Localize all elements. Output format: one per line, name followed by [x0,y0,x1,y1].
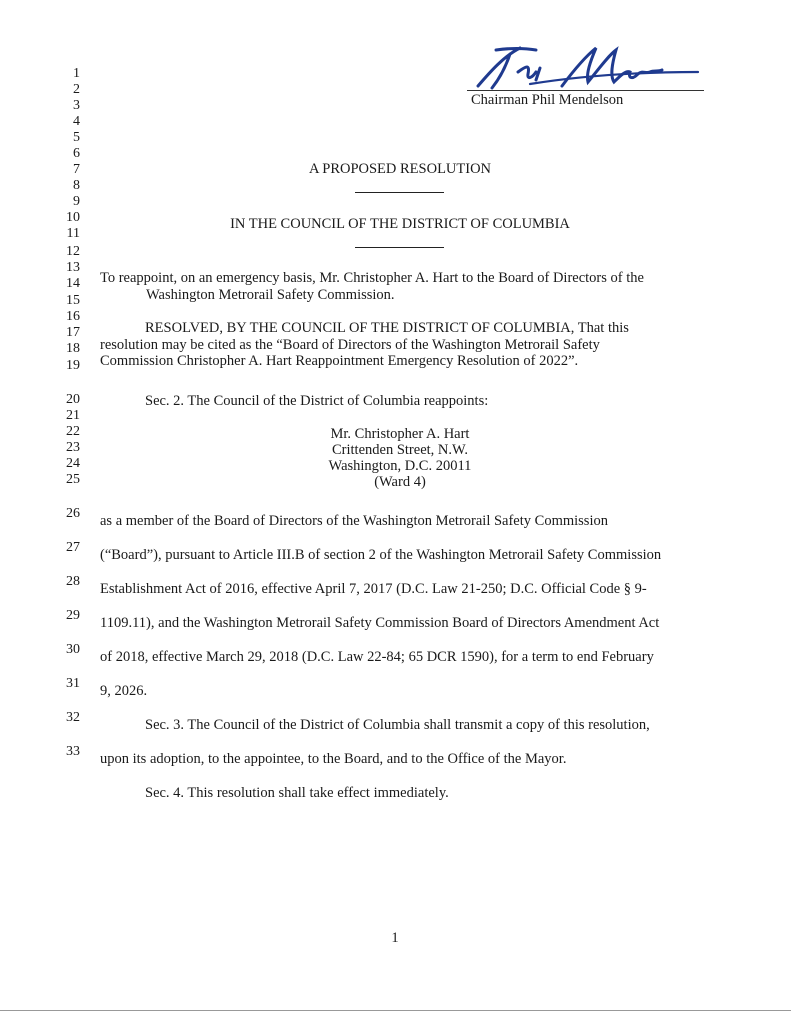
signature [470,42,700,94]
line-number: 9 [73,194,80,209]
section1-line: Commission Christopher A. Hart Reappointment Emergency Resolution of 2022”. [100,353,579,369]
line-number: 7 [73,162,80,177]
council-heading: IN THE COUNCIL OF THE DISTRICT OF COLUMBIA [230,216,570,232]
line-number: 19 [66,358,80,373]
section2-body-line: Establishment Act of 2016, effective April 7, 2017 (D.C. Law 21-250; D.C. Official Code § 9- [100,581,647,597]
line-number: 3 [73,98,80,113]
line-number: 11 [66,226,80,241]
section2-body-line: (“Board”), pursuant to Article III.B of section 2 of the Washington Metrorail Safety Commission [100,547,662,563]
line-number: 1 [73,66,80,81]
line-number: 30 [66,642,80,657]
line-number: 27 [66,540,80,555]
line-number: 17 [66,325,80,340]
line-number: 32 [66,710,80,725]
appointee-city: Washington, D.C. 20011 [328,458,472,474]
line-number: 6 [73,146,80,161]
appointee-ward: (Ward 4) [374,474,426,490]
line-number: 31 [66,676,80,691]
line-number: 20 [66,392,80,407]
section2-body-line: 9, 2026. [100,683,148,699]
line-number: 23 [66,440,80,455]
line-number: 22 [66,424,80,439]
section2-body-line: 1109.11), and the Washington Metrorail Safety Commission Board of Directors Amendment Act [100,615,660,631]
signature-line [467,90,704,91]
heading-divider [355,247,444,248]
section2-body-line: of 2018, effective March 29, 2018 (D.C. Law 22-84; 65 DCR 1590), for a term to end February [100,649,654,665]
line-number: 15 [66,293,80,308]
section3-line: Sec. 3. The Council of the District of Columbia shall transmit a copy of this resolution, [145,717,650,733]
signature-caption: Chairman Phil Mendelson [471,92,624,108]
section1-line: resolution may be cited as the “Board of Directors of the Washington Metrorail Safety [100,337,600,353]
purpose-line: To reappoint, on an emergency basis, Mr. Christopher A. Hart to the Board of Directors of the [100,270,644,286]
line-number: 28 [66,574,80,589]
appointee-street: Crittenden Street, N.W. [332,442,468,458]
section1-line: RESOLVED, BY THE COUNCIL OF THE DISTRICT OF COLUMBIA, That this [145,320,629,336]
section3-line: upon its adoption, to the appointee, to the Board, and to the Office of the Mayor. [100,751,567,767]
line-number: 8 [73,178,80,193]
line-number: 24 [66,456,80,471]
line-number: 29 [66,608,80,623]
title-divider [355,192,444,193]
page-number: 1 [391,930,399,946]
line-number: 5 [73,130,80,145]
line-number: 4 [73,114,80,129]
document-title: A PROPOSED RESOLUTION [308,161,492,177]
appointee-name: Mr. Christopher A. Hart [330,426,470,442]
section2-intro: Sec. 2. The Council of the District of Columbia reappoints: [145,393,489,409]
bottom-divider [0,1010,791,1011]
line-number: 33 [66,744,80,759]
line-number: 13 [66,260,80,275]
line-number: 16 [66,309,80,324]
section2-body-line: as a member of the Board of Directors of the Washington Metrorail Safety Commission [100,513,608,529]
line-number: 26 [66,506,80,521]
purpose-line: Washington Metrorail Safety Commission. [146,287,395,303]
line-number: 12 [66,244,80,259]
line-number: 18 [66,341,80,356]
line-number: 14 [66,276,80,291]
section4-line: Sec. 4. This resolution shall take effect immediately. [145,785,449,801]
line-number: 10 [66,210,80,225]
line-number: 25 [66,472,80,487]
line-number: 21 [66,408,80,423]
line-number: 2 [73,82,80,97]
